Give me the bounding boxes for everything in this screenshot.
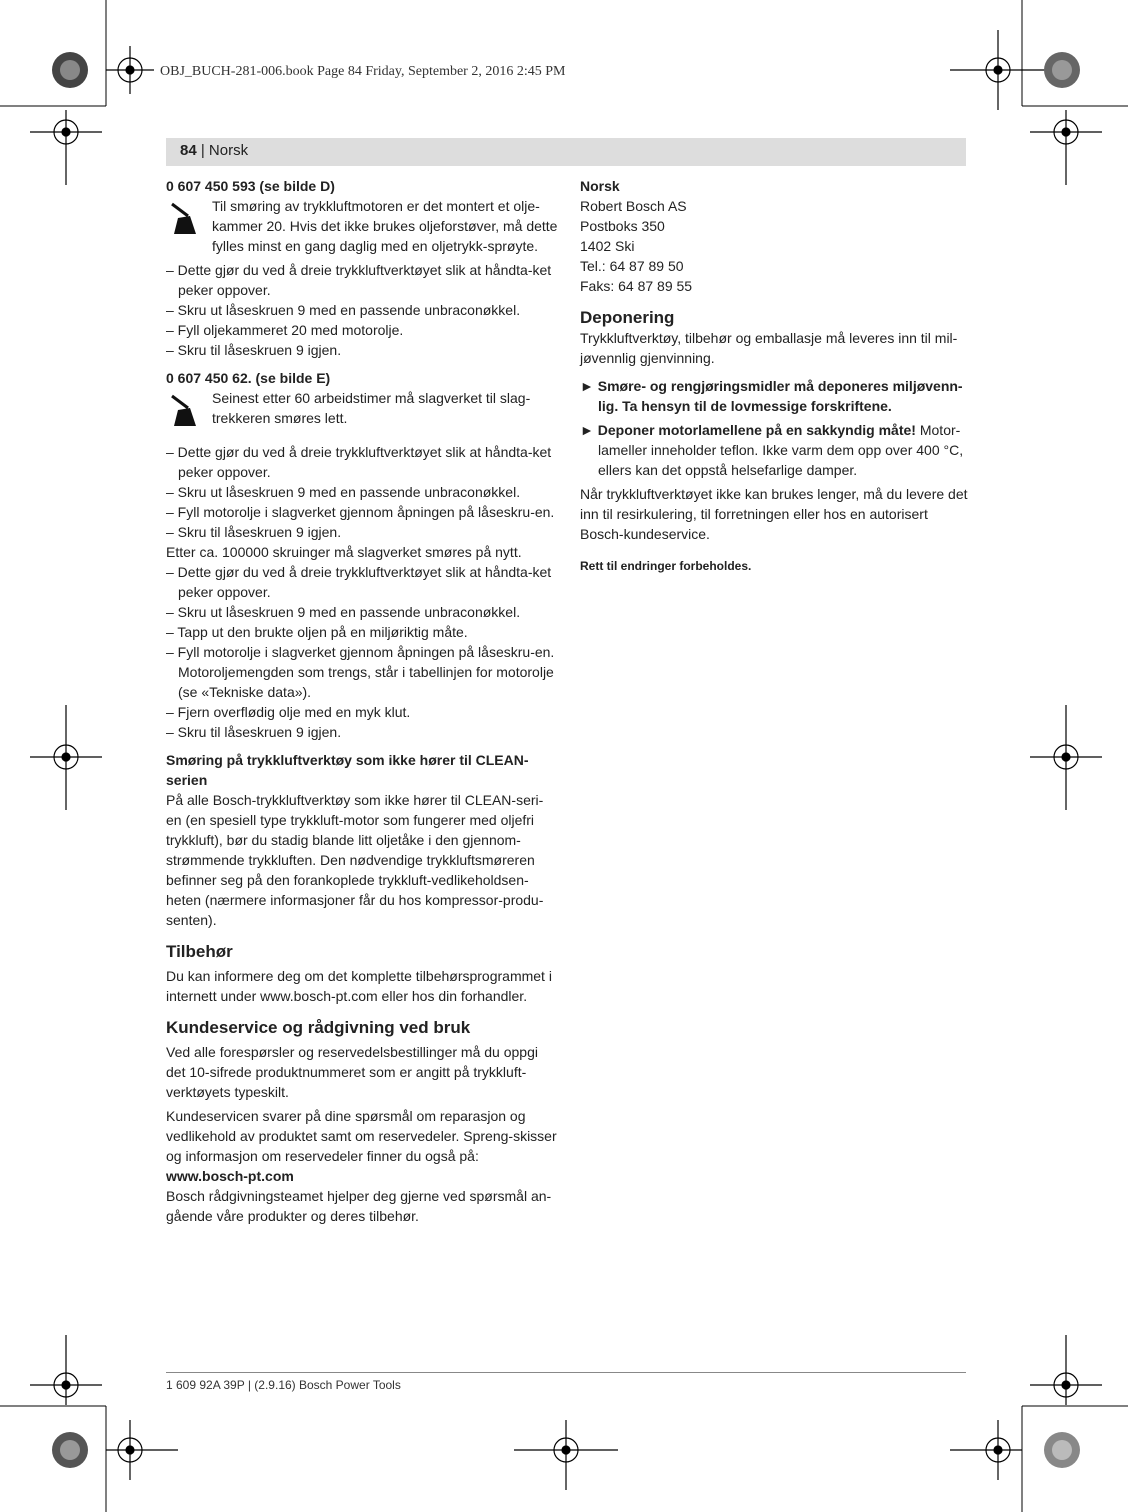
bullet-text: Smøre- og rengjøringsmidler må deponeres miljøvenn-lig. Ta hensyn til de lovmessige forskriftene. bbox=[597, 378, 963, 414]
reserved-notice: Rett til endringer forbeholdes. bbox=[580, 559, 752, 573]
list-item: – Skru til låseskruen 9 igjen. bbox=[166, 724, 342, 740]
contact-line: Faks: 64 87 89 55 bbox=[580, 278, 693, 294]
bullet-item: ► Smøre- og rengjøringsmidler må deponeres miljøvenn-lig. Ta hensyn til de lovmessige forskriftene. bbox=[580, 378, 963, 414]
website-link[interactable]: www.bosch-pt.com bbox=[166, 1168, 294, 1184]
contact-heading: Norsk bbox=[580, 178, 620, 194]
lubrication-note bbox=[166, 388, 558, 430]
list-item: – Skru til låseskruen 9 igjen. bbox=[166, 342, 342, 358]
list-item: – Dette gjør du ved å dreie trykkluftverktøyet slik at håndta-ket peker oppover. bbox=[166, 262, 552, 298]
oil-can-icon bbox=[166, 388, 200, 430]
contact-line: Tel.: 64 87 89 50 bbox=[580, 258, 684, 274]
list-item: – Skru ut låseskruen 9 med en passende unbraconøkkel. bbox=[166, 604, 521, 620]
right-column bbox=[580, 176, 970, 576]
contact-line: 1402 Ski bbox=[580, 238, 635, 254]
contact-line: Robert Bosch AS bbox=[580, 198, 687, 214]
paragraph: Når trykkluftverktøyet ikke kan brukes lenger, må du levere det inn til resirkulering, til forretningen eller hos en autorisert Bosch-kundeservice. bbox=[580, 486, 968, 542]
list-item: – Skru ut låseskruen 9 med en passende unbraconøkkel. bbox=[166, 302, 521, 318]
section-heading: Tilbehør bbox=[166, 942, 233, 961]
paragraph: Du kan informere deg om det komplette tilbehørsprogrammet i internett under www.bosch-pt.com eller hos din forhandler. bbox=[166, 968, 552, 1004]
list-item: – Dette gjør du ved å dreie trykkluftverktøyet slik at håndta-ket peker oppover. bbox=[166, 564, 552, 600]
bullet-bold-text: Deponer motorlamellene på en sakkyndig måte! bbox=[597, 422, 916, 438]
page-header-bar bbox=[166, 138, 966, 166]
list-item: – Fyll motorolje i slagverket gjennom åpningen på låseskru-en. bbox=[166, 504, 555, 520]
page-header: 84 | Norsk bbox=[180, 142, 249, 159]
section-heading: 0 607 450 62. (se bilde E) bbox=[166, 370, 331, 386]
note-text: Seinest etter 60 arbeidstimer må slagverket til slag-trekkeren smøres lett. bbox=[212, 390, 531, 426]
footer-rule bbox=[166, 1372, 966, 1373]
section-heading: Smøring på trykkluftverktøy som ikke hører til CLEAN-serien bbox=[166, 752, 529, 788]
section-heading: 0 607 450 593 (se bilde D) bbox=[166, 178, 335, 194]
page-number: 84 bbox=[180, 142, 197, 159]
list-item: – Tapp ut den brukte oljen på en miljøriktig måte. bbox=[166, 624, 468, 640]
list-item: – Skru ut låseskruen 9 med en passende unbraconøkkel. bbox=[166, 484, 521, 500]
paragraph: Trykkluftverktøy, tilbehør og emballasje må leveres inn til mil-jøvennlig gjenvinning. bbox=[580, 330, 958, 366]
print-header: OBJ_BUCH-281-006.book Page 84 Friday, September 2, 2016 2:45 PM bbox=[160, 64, 566, 79]
paragraph: Bosch rådgivningsteamet hjelper deg gjerne ved spørsmål an-gående våre produkter og deres tilbehør. bbox=[166, 1188, 552, 1224]
lubrication-note bbox=[166, 196, 558, 256]
paragraph: På alle Bosch-trykkluftverktøy som ikke hører til CLEAN-seri-en (en spesiell type trykkluft-motor som fungerer med oljefri trykkluft), bør du stadig blande litt oljetåke i den gjennom-strømmende trykkluften. Den nødvendige trykkluftsmøreren befinner seg på den forankoplede trykkluft-vedlikeholdsen-heten (nærmere informasjoner får du hos kompressor-produ-senten). bbox=[166, 792, 544, 928]
bullet-text: Motor-lameller inneholder teflon. Ikke varm dem opp over 400 °C, ellers kan det oppstå helsefarlige damper. bbox=[598, 422, 964, 478]
list-item: – Fyll motorolje i slagverket gjennom åpningen på låseskru-en. Motoroljemengden som trengs, står i tabellinjen for motorolje (se «Tekniske data»). bbox=[166, 644, 555, 700]
left-column bbox=[166, 176, 558, 1226]
contact-line: Postboks 350 bbox=[580, 218, 665, 234]
footer: 1 609 92A 39P | (2.9.16) Bosch Power Tools bbox=[166, 1378, 401, 1392]
section-heading: Deponering bbox=[580, 308, 675, 327]
page-language: Norsk bbox=[208, 142, 249, 159]
paragraph: Kundeservicen svarer på dine spørsmål om reparasjon og vedlikehold av produktet samt om reservedeler. Spreng-skisser og informasjon om reservedeler finner du også på: bbox=[166, 1108, 557, 1164]
list-item: – Fjern overflødig olje med en myk klut. bbox=[166, 704, 411, 720]
list-item: – Fyll oljekammeret 20 med motorolje. bbox=[166, 322, 404, 338]
note-text: Til smøring av trykkluftmotoren er det montert et olje-kammer 20. Hvis det ikke brukes oljeforstøver, må dette fylles minst en gang daglig med en oljetrykk-sprøyte. bbox=[212, 198, 558, 254]
list-item: – Skru til låseskruen 9 igjen. bbox=[166, 524, 342, 540]
bullet-item: ► Deponer motorlamellene på en sakkyndig måte! Motor-lameller inneholder teflon. Ikke varm dem opp over 400 °C, ellers kan det oppstå helsefarlige damper. bbox=[580, 422, 964, 478]
oil-can-icon bbox=[166, 196, 200, 238]
paragraph: Etter ca. 100000 skruinger må slagverket smøres på nytt. bbox=[166, 544, 522, 560]
paragraph: Ved alle forespørsler og reservedelsbestillinger må du oppgi det 10-sifrede produktnummeret som er angitt på trykkluft-verktøyets typeskilt. bbox=[166, 1044, 538, 1100]
section-heading: Kundeservice og rådgivning ved bruk bbox=[166, 1018, 471, 1037]
list-item: – Dette gjør du ved å dreie trykkluftverktøyet slik at håndta-ket peker oppover. bbox=[166, 444, 552, 480]
